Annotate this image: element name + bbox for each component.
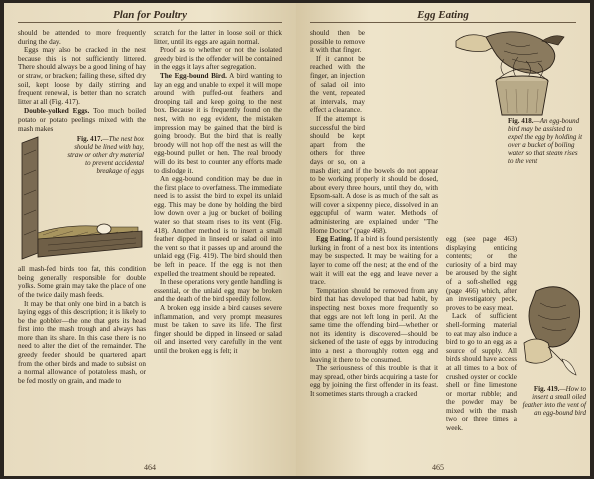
figure-417	[18, 135, 146, 265]
section-heading: Egg Eating.	[316, 235, 353, 244]
left-page	[4, 3, 296, 476]
left-column-2	[154, 29, 282, 356]
left-page-number: 464	[144, 463, 156, 472]
paragraph: If it cannot be reached with the finger, an injection of salad oil into the vent, repeated at intervals, may effect a clearance.	[310, 54, 365, 115]
paragraph: Egg Eating. If a bird is found persistently lurking in front of a nest box its intentions may be suspected. It may be waiting for a layer to come off the nest; at the end of the wait it will eat the egg and leave never a trace.	[310, 235, 438, 287]
paragraph: scratch for the latter in loose soil or thick litter, until its eggs are again normal.	[154, 29, 282, 46]
paragraph: Lack of sufficient shell-forming material to eat may also induce a bird to go to an egg as a source of supply. All birds should have access at all times to a box of crushed oyster or cockle shell or fine limestone or mortar rubble; and the powder may be mixed with the mash two or three times a week.	[446, 312, 517, 433]
right-running-head: Egg Eating	[310, 9, 576, 23]
paragraph: The seriousness of this trouble is that it may spread, other birds acquiring a taste for egg by joining the first offender in its feast. It sometimes starts through a cracked	[310, 364, 438, 398]
left-running-head: Plan for Poultry	[18, 9, 282, 23]
figure-caption: Fig. 418.—An egg-bound bird may be assisted to expel the egg by holding it over a bucket of boiling water so that steam rises to the vent	[508, 117, 583, 165]
paragraph: Temptation should be removed from any bird that has developed that bad habit, by inspecting nest boxes more frequently so that eggs are not left long in peril. At the same time the offending bird—whether or not its identity is discovered—should be sickened of the taste of eggs by introducing into a nest a thoroughly rotten egg and leaving it there to be consumed.	[310, 286, 438, 364]
section-heading: The Egg-bound Bird.	[160, 71, 227, 80]
left-column-1	[18, 29, 146, 385]
figure-caption: Fig. 419.—How to insert a small oiled feather into the vent of an egg-bound bird	[522, 385, 586, 417]
section-heading: Double-yolked Eggs.	[24, 107, 90, 116]
paragraph: If the attempt is successful the bird should be kept apart from the others for three days or so, on a mash diet; and if the bowels do not appear to be working properly it should be dosed, about every three hours, until they do, with Epsom-salt. A dose is as much of the salt as will cover a sixpenny piece, dissolved in an eggcupful of warm water. Methods of administering are explained under "The Home Doctor" (page 468).	[310, 114, 438, 235]
paragraph: The Egg-bound Bird. A bird wanting to lay an egg and unable to expel it will mope around with puffed-out feathers and drooping tail and keep going to the nest box. Because it is frequently found on the nest, with no egg evident, the mistaken impression may be gained that the bird is going broody. But the bird that is really broody will not hop off the nest as will the egg-bound pullet or hen. The real broody will do its best to counter any efforts made to dislodge it.	[154, 71, 283, 175]
book-spread	[4, 3, 590, 476]
paragraph: Eggs may also be cracked in the nest because this is not sufficiently littered. There should always be a good lining of hay or straw, or bracken; failing these, sifted dry soil, kept loose by daily stirring and frequent renewal, is better than no scratch litter at all (Fig. 417).	[18, 46, 146, 106]
paragraph: An egg-bound condition may be due in the first place to overfatness. The immediate need is to assist the bird to expel its unlaid egg. This may be done by holding the bird low down over a jug or bucket of boiling water so that steam rises to its vent (Fig. 418). Another method is to insert a small feather dipped in linseed or salad oil into the vent so that it passes up and around the unlaid egg (Fig. 419). The bird should then be left in peace. If the egg is not then expelled the treatment should be repeated.	[154, 175, 282, 278]
right-page	[296, 3, 590, 476]
figure-418-spacer	[368, 29, 438, 159]
feather-insertion-illustration	[522, 271, 586, 381]
paragraph: should be attended to more frequently during the day.	[18, 29, 146, 46]
paragraph: should then be possible to remove it with that finger.	[310, 29, 365, 55]
paragraph: A broken egg inside a bird causes severe inflammation, and very prompt measures must be taken to save its life. The first finger should be dipped in linseed or salad oil and inserted very carefully in the vent until the broken egg is felt; it	[154, 304, 282, 355]
paragraph: egg (see page 463) displaying enticing contents; or the curiosity of a bird may be aroused by the sight of a soft-shelled egg (page 466) which, after an investigatory peck, proves to be easy meat.	[446, 235, 517, 312]
figure-418	[446, 27, 584, 169]
paragraph: Double-yolked Eggs. Too much boiled potato or potato peelings mixed with the mash makes	[18, 107, 147, 133]
paragraph: all mash-fed birds too fat, this condition being generally responsible for double yolks. Some grain may take the place of one of the twice daily mash feeds.	[18, 265, 146, 299]
egg-icon	[97, 224, 111, 234]
figure-caption: Fig. 417.—The nest box should be lined with hay, straw or other dry material to prevent accidental breakage of eggs	[67, 135, 144, 176]
right-page-number: 465	[432, 463, 444, 472]
steam-bucket-illustration	[446, 27, 584, 119]
paragraph: It may be that only one bird in a batch is laying eggs of this description; it is likely to be the gobbler—the one that gets its head first into the mash trough and always has more than its share. In this case there is no need to alter the diet of the remainder. The greedy feeder should be quartered apart from the other birds and made to subsist on a normal allowance of potatoless mash, or be fed mostly on grain, and made to	[18, 299, 146, 385]
right-column-1	[310, 29, 438, 399]
figure-419	[522, 271, 586, 441]
paragraph: In these operations very gentle handling is essential, or the unlaid egg may be broken and the death of the bird speedily follow.	[154, 278, 282, 304]
paragraph: Proof as to whether or not the isolated greedy bird is the offender will be contained in the eggs it lays after segregation.	[154, 46, 282, 72]
